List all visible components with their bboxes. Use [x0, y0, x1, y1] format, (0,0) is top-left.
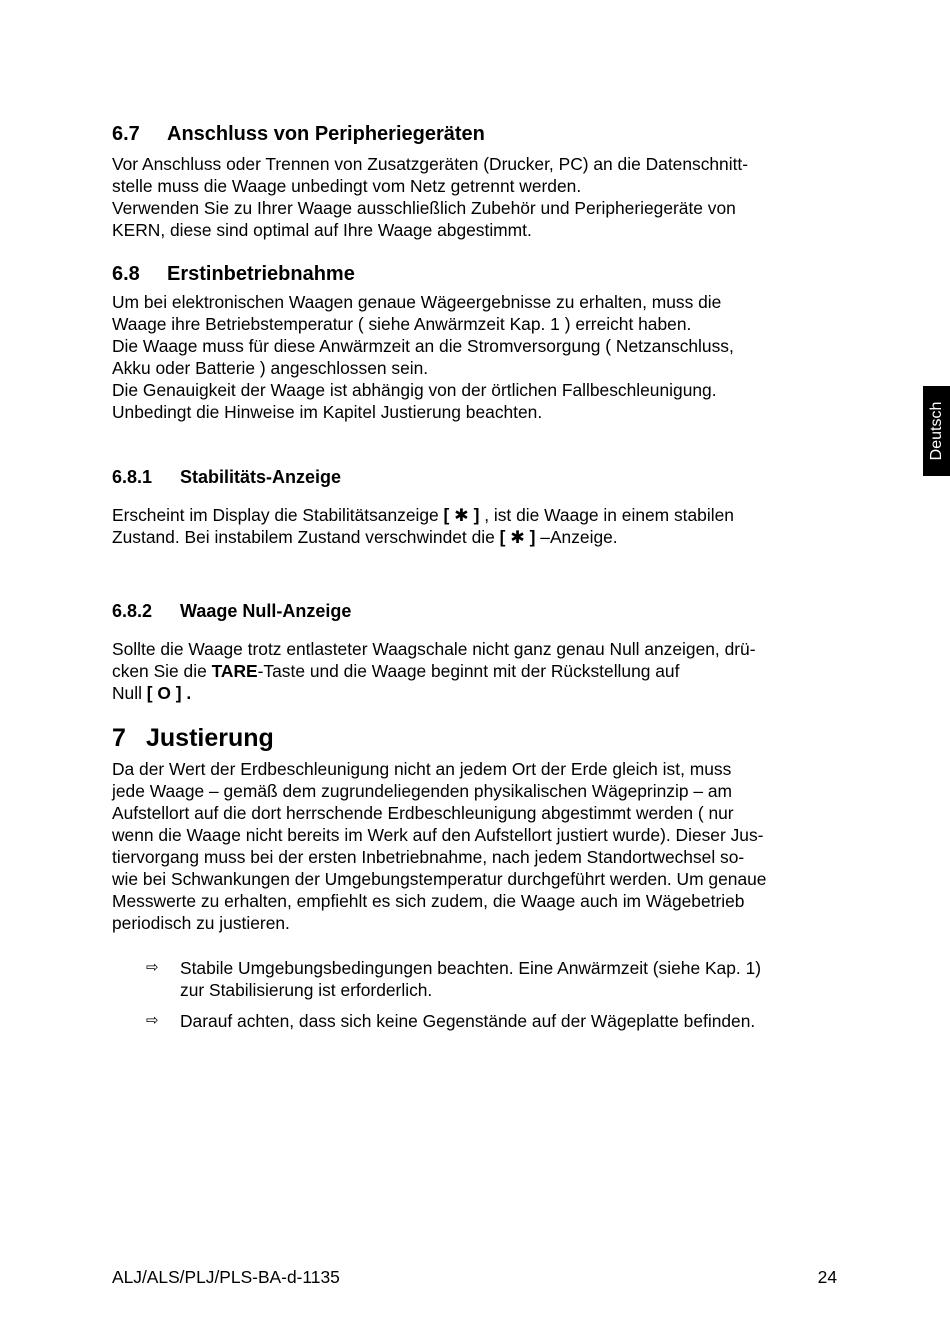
text-line: periodisch zu justieren. [112, 913, 290, 933]
text-line: Messwerte zu erhalten, empfiehlt es sich zudem, die Waage auch im Wägebetrieb [112, 891, 745, 911]
text-line: Stabile Umgebungsbedingungen beachten. Eine Anwärmzeit (siehe Kap. 1) [180, 958, 762, 978]
list-item [146, 957, 846, 1001]
text-line: Verwenden Sie zu Ihrer Waage ausschließlich Zubehör und Peripheriegeräte von [112, 198, 736, 218]
text-run: Erscheint im Display die Stabilitätsanzeige [112, 505, 444, 525]
footer-doc-id: ALJ/ALS/PLJ/PLS-BA-d-1135 [112, 1267, 340, 1287]
text-line: Aufstellort auf die dort herrschende Erdbeschleunigung abgestimmt werden ( nur [112, 803, 734, 823]
arrow-right-icon: ⇨ [146, 1012, 159, 1029]
text-line: Die Genauigkeit der Waage ist abhängig von der örtlichen Fallbeschleunigung. [112, 380, 717, 400]
text-line: Die Waage muss für diese Anwärmzeit an die Stromversorgung ( Netzanschluss, [112, 336, 734, 356]
heading-number: 6.7 [112, 123, 140, 145]
text-line: tiervorgang muss bei der ersten Inbetriebnahme, nach jedem Standortwechsel so- [112, 847, 745, 867]
heading-number: 6.8 [112, 263, 140, 285]
heading-title: Stabilitäts-Anzeige [180, 467, 342, 487]
paragraph-6-7 [112, 153, 842, 241]
text-run: cken Sie die [112, 661, 212, 681]
language-tab [923, 386, 950, 476]
tare-key-label: TARE [211, 661, 258, 681]
text-line: KERN, diese sind optimal auf Ihre Waage abgestimmt. [112, 220, 532, 240]
stability-symbol: [ ✱ ] [443, 505, 480, 525]
text-run: –Anzeige. [535, 527, 618, 547]
list-item [146, 1010, 846, 1032]
text-line: zur Stabilisierung ist erforderlich. [180, 980, 433, 1000]
text-line: Vor Anschluss oder Trennen von Zusatzgeräten (Drucker, PC) an die Datenschnitt- [112, 154, 749, 174]
language-tab-label: Deutsch [927, 401, 945, 461]
heading-number: 7 [112, 724, 126, 752]
text-line: wie bei Schwankungen der Umgebungstemperatur durchgeführt werden. Um genaue [112, 869, 767, 889]
heading-6-7 [112, 122, 485, 146]
text-run: , ist die Waage in einem stabilen [479, 505, 734, 525]
heading-title: Anschluss von Peripheriegeräten [167, 123, 485, 145]
text-run: Null [112, 683, 147, 703]
heading-title: Justierung [146, 724, 274, 752]
text-line: Um bei elektronischen Waagen genaue Wägeergebnisse zu erhalten, muss die [112, 292, 722, 312]
heading-7 [112, 723, 274, 753]
heading-number: 6.8.2 [112, 601, 153, 621]
arrow-right-icon: ⇨ [146, 959, 159, 976]
heading-6-8 [112, 262, 355, 286]
text-line: stelle muss die Waage unbedingt vom Netz getrennt werden. [112, 176, 582, 196]
paragraph-7 [112, 758, 842, 934]
paragraph-6-8-1 [112, 504, 842, 548]
paragraph-6-8 [112, 291, 842, 423]
text-line: Da der Wert der Erdbeschleunigung nicht an jedem Ort der Erde gleich ist, muss [112, 759, 732, 779]
heading-6-8-1 [112, 466, 341, 488]
heading-title: Waage Null-Anzeige [180, 601, 352, 621]
zero-symbol: [ O ] . [146, 683, 192, 703]
heading-title: Erstinbetriebnahme [167, 263, 355, 285]
text-line: Darauf achten, dass sich keine Gegenstände auf der Wägeplatte befinden. [180, 1011, 756, 1031]
stability-symbol: [ ✱ ] [499, 527, 536, 547]
text-line [112, 526, 842, 548]
text-line: Akku oder Batterie ) angeschlossen sein. [112, 358, 429, 378]
text-line [112, 660, 842, 682]
text-line [112, 682, 842, 704]
footer-page-number: 24 [817, 1267, 837, 1287]
text-run: Zustand. Bei instabilem Zustand verschwindet die [112, 527, 500, 547]
text-line: Waage ihre Betriebstemperatur ( siehe Anwärmzeit Kap. 1 ) erreicht haben. [112, 314, 692, 334]
text-line: jede Waage – gemäß dem zugrundeliegenden physikalischen Wägeprinzip – am [112, 781, 732, 801]
paragraph-6-8-2 [112, 638, 842, 704]
text-run: -Taste und die Waage beginnt mit der Rückstellung auf [257, 661, 680, 681]
text-line: Sollte die Waage trotz entlasteter Waagschale nicht ganz genau Null anzeigen, drü- [112, 639, 756, 659]
text-line: Unbedingt die Hinweise im Kapitel Justierung beachten. [112, 402, 543, 422]
text-line [112, 504, 842, 526]
text-line: wenn die Waage nicht bereits im Werk auf den Aufstellort justiert wurde). Dieser Jus- [112, 825, 764, 845]
heading-number: 6.8.1 [112, 467, 153, 487]
heading-6-8-2 [112, 600, 351, 622]
